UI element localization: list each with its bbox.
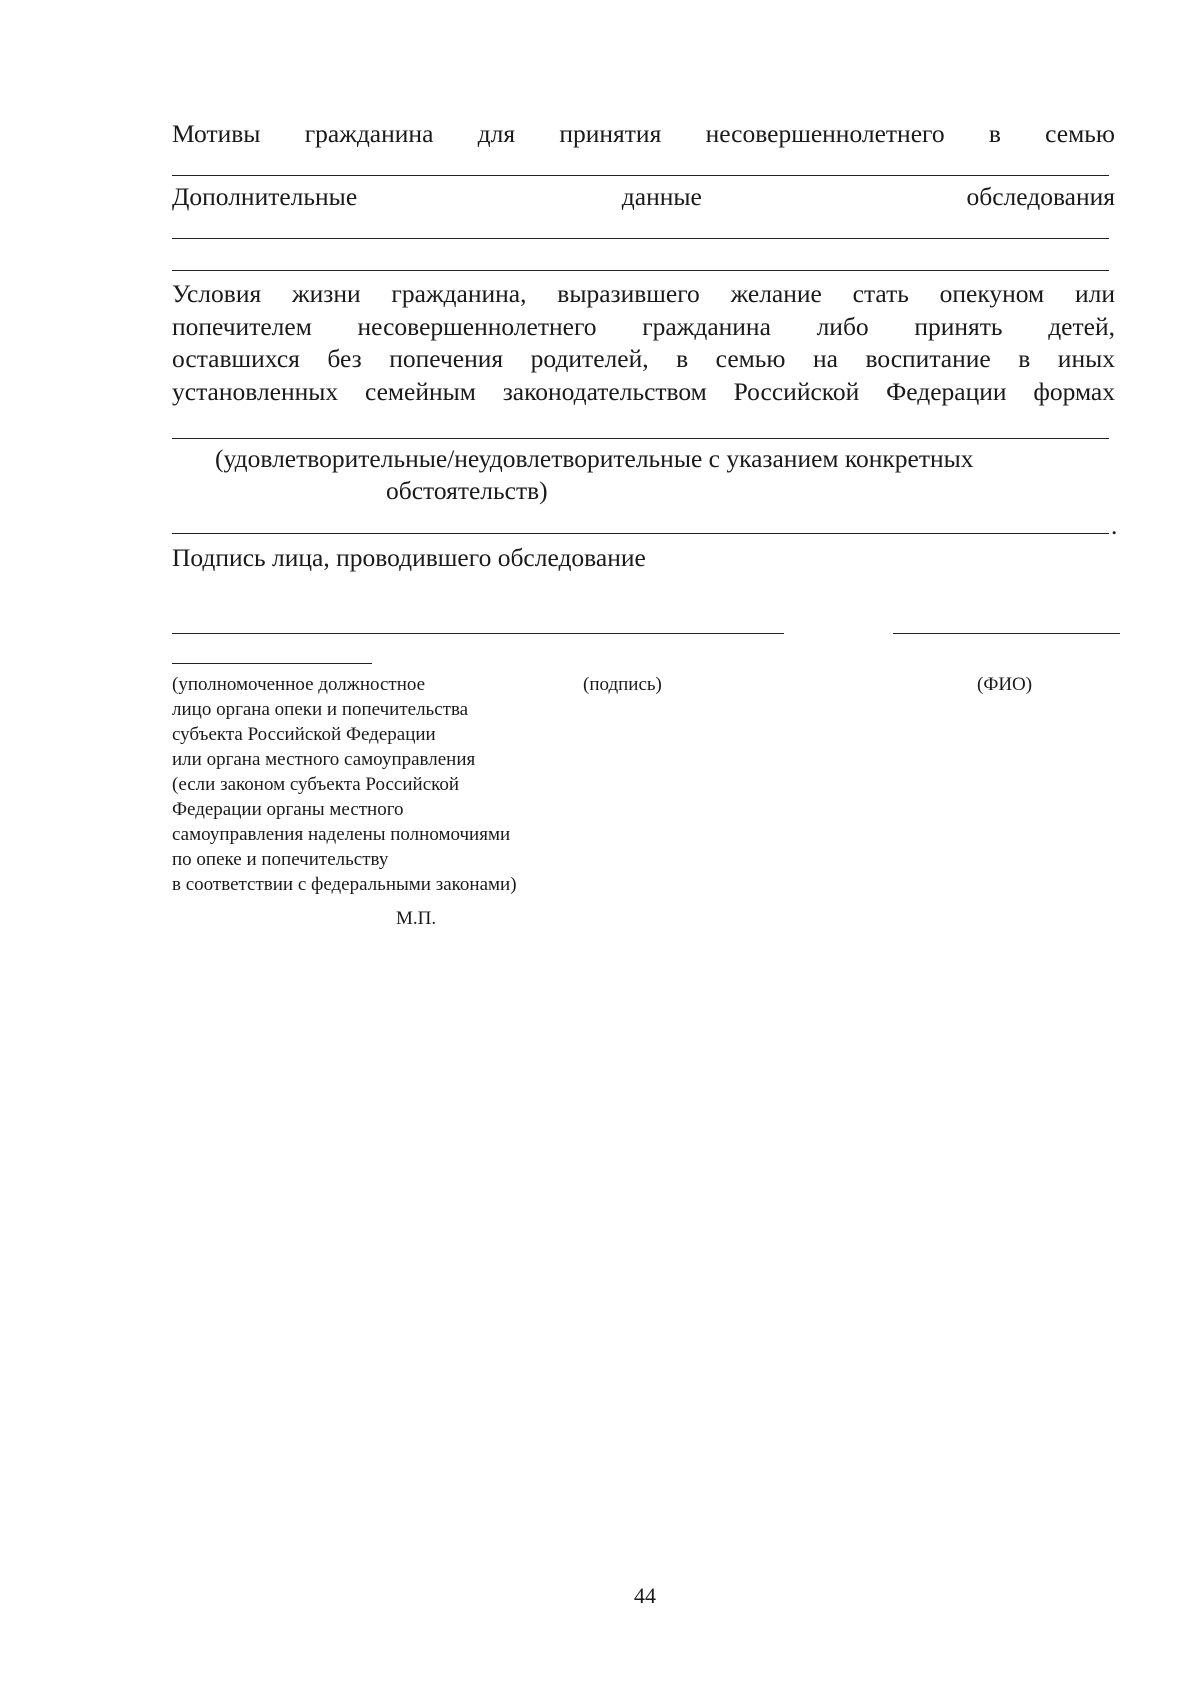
- motives-word: принятия: [559, 119, 662, 148]
- assessment-hint-line1: (удовлетворительные/неудовлетворительные с указанием конкретных: [215, 444, 974, 473]
- sign-fill-line[interactable]: [172, 663, 372, 664]
- conditions-line: установленных семейным законодательством Российской Федерации формах: [172, 376, 1115, 406]
- motives-word: Мотивы: [172, 119, 261, 148]
- motives-word: для: [477, 119, 516, 148]
- additional-word: данные: [621, 182, 702, 211]
- motives-fill-line[interactable]: [172, 175, 1109, 176]
- conditions-line: попечителем несовершеннолетнего гражданина либо принять детей,: [172, 311, 1115, 341]
- assessment-end-period: .: [1111, 511, 1118, 540]
- official-line: в соответствии с федеральными законами): [172, 874, 517, 895]
- official-line: (если законом субъекта Российской: [172, 774, 460, 795]
- additional-fill-line-1[interactable]: [172, 238, 1109, 239]
- official-line: субъекта Российской Федерации: [172, 724, 436, 745]
- assessment-fill-line[interactable]: [172, 533, 1109, 534]
- conditions-paragraph: [172, 278, 1115, 408]
- motives-word: семью: [1045, 119, 1115, 148]
- official-line: самоуправления наделены полномочиями: [172, 824, 511, 845]
- official-line: по опеке и попечительству: [172, 849, 389, 870]
- page-number: 44: [634, 1583, 656, 1608]
- conditions-fill-line[interactable]: [172, 438, 1109, 439]
- official-line: (уполномоченное должностное: [172, 674, 426, 695]
- additional-word: Дополнительные: [172, 182, 358, 211]
- fio-caption: (ФИО): [977, 674, 1033, 695]
- official-line: Федерации органы местного: [172, 799, 404, 820]
- motives-line: [172, 118, 1115, 150]
- official-fill-line[interactable]: [172, 633, 784, 634]
- motives-word: несовершеннолетнего: [705, 119, 945, 148]
- seal-mark: М.П.: [396, 908, 437, 929]
- official-line: или органа местного самоуправления: [172, 749, 476, 770]
- fio-fill-line[interactable]: [893, 633, 1120, 634]
- motives-word: гражданина: [304, 119, 434, 148]
- official-line: лицо органа опеки и попечительства: [172, 699, 469, 720]
- official-description: [172, 672, 517, 897]
- additional-fill-line-2[interactable]: [172, 270, 1109, 271]
- conditions-line: Условия жизни гражданина, выразившего желание стать опекуном или: [172, 279, 1115, 308]
- signature-label: Подпись лица, проводившего обследование: [172, 543, 646, 572]
- motives-word: в: [988, 119, 1001, 148]
- additional-word: обследования: [966, 182, 1115, 211]
- sign-caption: (подпись): [583, 674, 662, 695]
- additional-line: [172, 181, 1115, 213]
- assessment-hint-line2: обстоятельств): [386, 476, 548, 505]
- conditions-line: оставшихся без попечения родителей, в семью на воспитание в иных: [172, 344, 1115, 373]
